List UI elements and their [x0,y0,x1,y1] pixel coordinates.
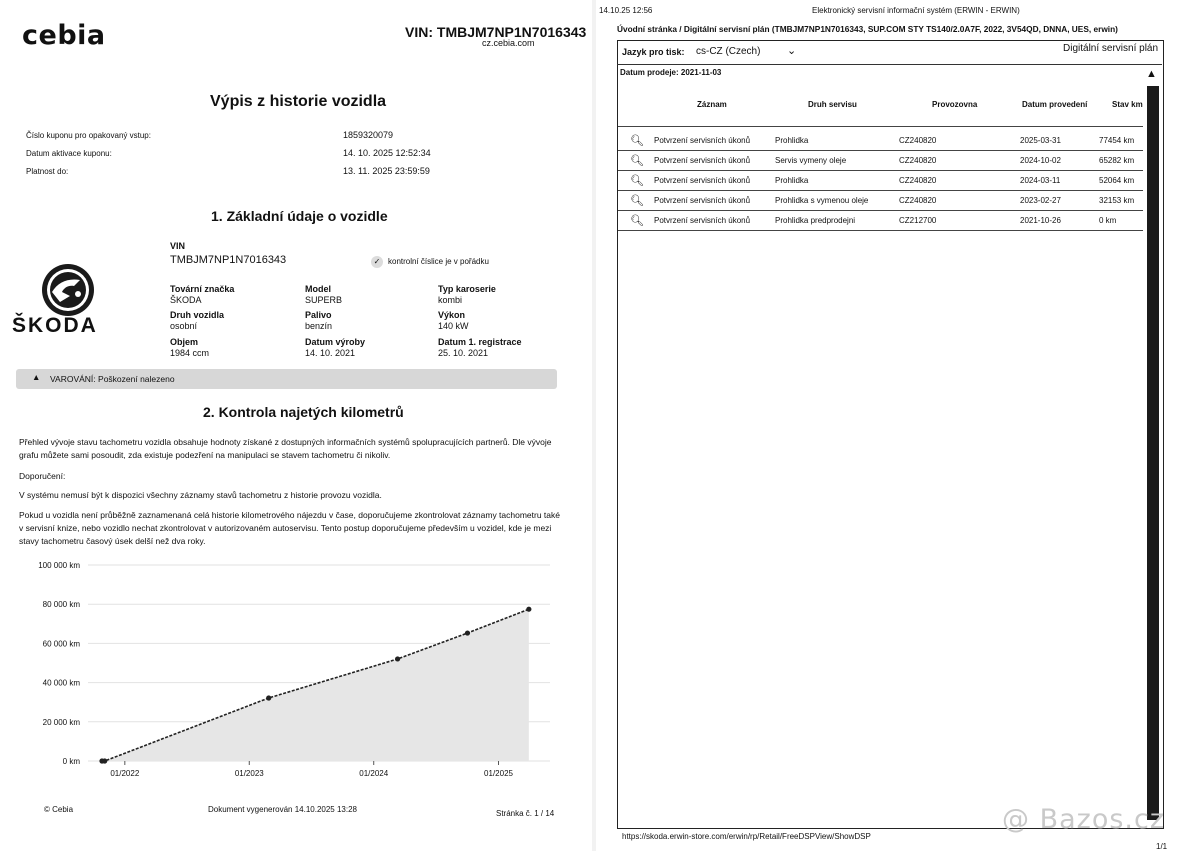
spec-value-brand: ŠKODA [170,295,202,305]
y-tick-label: 40 000 km [42,678,80,688]
cell-record: Potvrzení servisních úkonů [654,196,751,205]
spec-label-volume: Objem [170,337,199,347]
section-mileage-title: 2. Kontrola najetých kilometrů [203,404,404,420]
spec-label-registration: Datum 1. registrace [438,337,522,347]
cell-service-type: Servis vymeny oleje [775,156,847,165]
spec-value-model: SUPERB [305,295,343,305]
mileage-point [266,695,271,700]
damage-warning-bar [16,369,557,389]
cell-service-type: Prohlidka s vymenou oleje [775,196,869,205]
cell-km: 77454 km [1099,136,1135,145]
coupon-activation-label: Datum aktivace kuponu: [26,149,112,158]
mileage-point [395,656,400,661]
mileage-intro-paragraph: Přehled vývoje stavu tachometru vozidla obsahuje hodnoty získané z dostupných informačních systémů spolupracujících partnerů. Dle vývoje grafu můžete sami posoudit, zda existuje podezření na manipulaci se stavem tachometru či nikoliv. [19,437,552,460]
page-divider [592,0,596,851]
mileage-point [465,630,470,635]
magnifier-icon[interactable]: 🔍︎ [630,195,644,207]
spec-label-model: Model [305,284,331,294]
coupon-activation-value: 14. 10. 2025 12:52:34 [343,148,431,158]
col-header-service-type: Druh servisu [808,100,857,109]
x-tick-label: 01/2025 [484,769,513,778]
mileage-point [526,607,531,612]
coupon-validity-value: 13. 11. 2025 23:59:59 [343,166,430,176]
cell-shop: CZ240820 [899,156,937,165]
cell-record: Potvrzení servisních úkonů [654,156,751,165]
warning-icon: ▲ [32,372,41,382]
cell-km: 52064 km [1099,176,1135,185]
language-label: Jazyk pro tisk: [622,47,685,57]
col-header-record: Záznam [697,100,727,109]
coupon-number-label: Číslo kuponu pro opakovaný vstup: [26,131,151,140]
vin-check-text: kontrolní číslice je v pořádku [388,257,489,266]
bazos-watermark: @ Bazos.cz [1002,804,1166,835]
cell-date: 2021-10-26 [1020,216,1061,225]
mileage-chart [0,555,590,785]
vin-label: VIN [170,241,186,251]
spec-value-registration: 25. 10. 2021 [438,348,489,358]
check-icon: ✓ [371,256,383,268]
sale-date: Datum prodeje: 2021-11-03 [620,68,722,77]
col-header-shop: Provozovna [932,100,978,109]
magnifier-icon[interactable]: 🔍︎ [630,175,644,187]
y-tick-label: 80 000 km [42,600,80,610]
cell-record: Potvrzení servisních úkonů [654,136,751,145]
y-tick-label: 100 000 km [38,561,80,570]
cell-date: 2024-03-11 [1020,176,1061,185]
spec-label-power: Výkon [438,310,466,320]
spec-label-brand: Tovární značka [170,284,235,294]
spec-value-body: kombi [438,295,463,305]
table-row[interactable] [618,211,1143,231]
scrollbar[interactable] [1147,86,1159,820]
right-page-number: 1/1 [1156,842,1168,851]
spec-label-fuel: Palivo [305,310,332,320]
table-row[interactable] [618,131,1143,151]
cell-km: 0 km [1099,216,1117,225]
page-title: Výpis z historie vozidla [210,93,387,110]
table-row[interactable] [618,171,1143,191]
cell-date: 2025-03-31 [1020,136,1061,145]
scroll-up-icon[interactable]: ▲ [1146,68,1157,80]
cell-service-type: Prohlidka [775,176,809,185]
cell-shop: CZ240820 [899,136,937,145]
cell-service-type: Prohlidka predprodejni [775,216,856,225]
spec-value-production-date: 14. 10. 2021 [305,348,356,358]
spec-value-power: 140 kW [438,321,469,331]
cell-shop: CZ212700 [899,216,937,225]
footer-copyright: © Cebia [44,805,74,814]
language-select[interactable]: cs-CZ (Czech) [696,46,761,57]
y-tick-label: 60 000 km [42,639,80,649]
cell-shop: CZ240820 [899,176,937,185]
plan-title: Digitální servisní plán [1063,43,1159,54]
x-tick-label: 01/2022 [110,769,140,778]
spec-value-volume: 1984 ccm [170,348,210,358]
table-row[interactable] [618,191,1143,211]
x-tick-label: 01/2023 [234,769,264,778]
cell-record: Potvrzení servisních úkonů [654,216,751,225]
x-tick-label: 01/2024 [359,769,389,778]
recommendation-label: Doporučení: [19,471,66,481]
recommendation-paragraph-2: Pokud u vozidla není průběžně zaznamenaná celá historie kilometrového nájezdu v čase, doporučujeme zkontrolovat záznamy tachometru také v servisní knize, nebo vozidlo nechat zkontrolovat v autorizovaném autoservisu. Tento postup doporučujeme především u vozidel, kde je mezi stavy tachometru časový úsek delší než dva roky. [19,510,561,546]
spec-value-fuel: benzín [305,321,333,331]
cell-service-type: Prohlidka [775,136,809,145]
table-row[interactable] [618,151,1143,171]
magnifier-icon[interactable]: 🔍︎ [630,155,644,167]
magnifier-icon[interactable]: 🔍︎ [630,215,644,227]
cebia-logo: cebia [22,20,106,51]
y-tick-label: 20 000 km [42,717,80,727]
cell-shop: CZ240820 [899,196,937,205]
y-tick-label: 0 km [62,757,80,766]
footer-page-number: Stránka č. 1 / 14 [496,809,555,818]
footer-generated: Dokument vygenerován 14.10.2025 13:28 [208,805,357,814]
print-timestamp: 14.10.25 12:56 [599,6,653,15]
cell-km: 65282 km [1099,156,1135,165]
col-header-date: Datum provedení [1022,100,1088,109]
breadcrumb[interactable]: Úvodní stránka / Digitální servisní plán (TMBJM7NP1N7016343, SUP.COM STY TS140/2.0A7F, 2022, 3V54QD, DNNA, UES, erwin) [617,24,1118,34]
spec-label-vehicle-type: Druh vozidla [170,310,225,320]
coupon-number-value: 1859320079 [343,130,394,140]
skoda-emblem-icon [40,262,96,318]
spec-label-production-date: Datum výroby [305,337,366,347]
vin-header: VIN: TMBJM7NP1N7016343 [405,24,587,40]
magnifier-icon[interactable]: 🔍︎ [630,135,644,147]
section-basic-info-title: 1. Základní údaje o vozidle [211,208,388,224]
vin-value: TMBJM7NP1N7016343 [170,254,287,266]
col-header-km: Stav km [1112,100,1143,109]
chevron-down-icon[interactable]: ⌄ [787,45,797,57]
spec-label-body: Typ karoserie [438,284,496,294]
site-link: cz.cebia.com [482,38,535,48]
mileage-point [102,758,107,763]
spec-value-vehicle-type: osobní [170,321,198,331]
cell-km: 32153 km [1099,196,1135,205]
cell-date: 2024-10-02 [1020,156,1061,165]
damage-warning-text: VAROVÁNÍ: Poškození nalezeno [50,374,175,384]
cell-record: Potvrzení servisních úkonů [654,176,751,185]
skoda-logo-text: ŠKODA [12,314,98,337]
page-url[interactable]: https://skoda.erwin-store.com/erwin/rp/Retail/FreeDSPView/ShowDSP [622,832,871,841]
coupon-validity-label: Platnost do: [26,167,69,176]
system-title: Elektronický servisní informační systém (ERWIN - ERWIN) [812,6,1020,15]
recommendation-paragraph-1: V systému nemusí být k dispozici všechny záznamy stavů tachometru z historie provozu vozidla. [19,490,382,500]
cell-date: 2023-02-27 [1020,196,1061,205]
